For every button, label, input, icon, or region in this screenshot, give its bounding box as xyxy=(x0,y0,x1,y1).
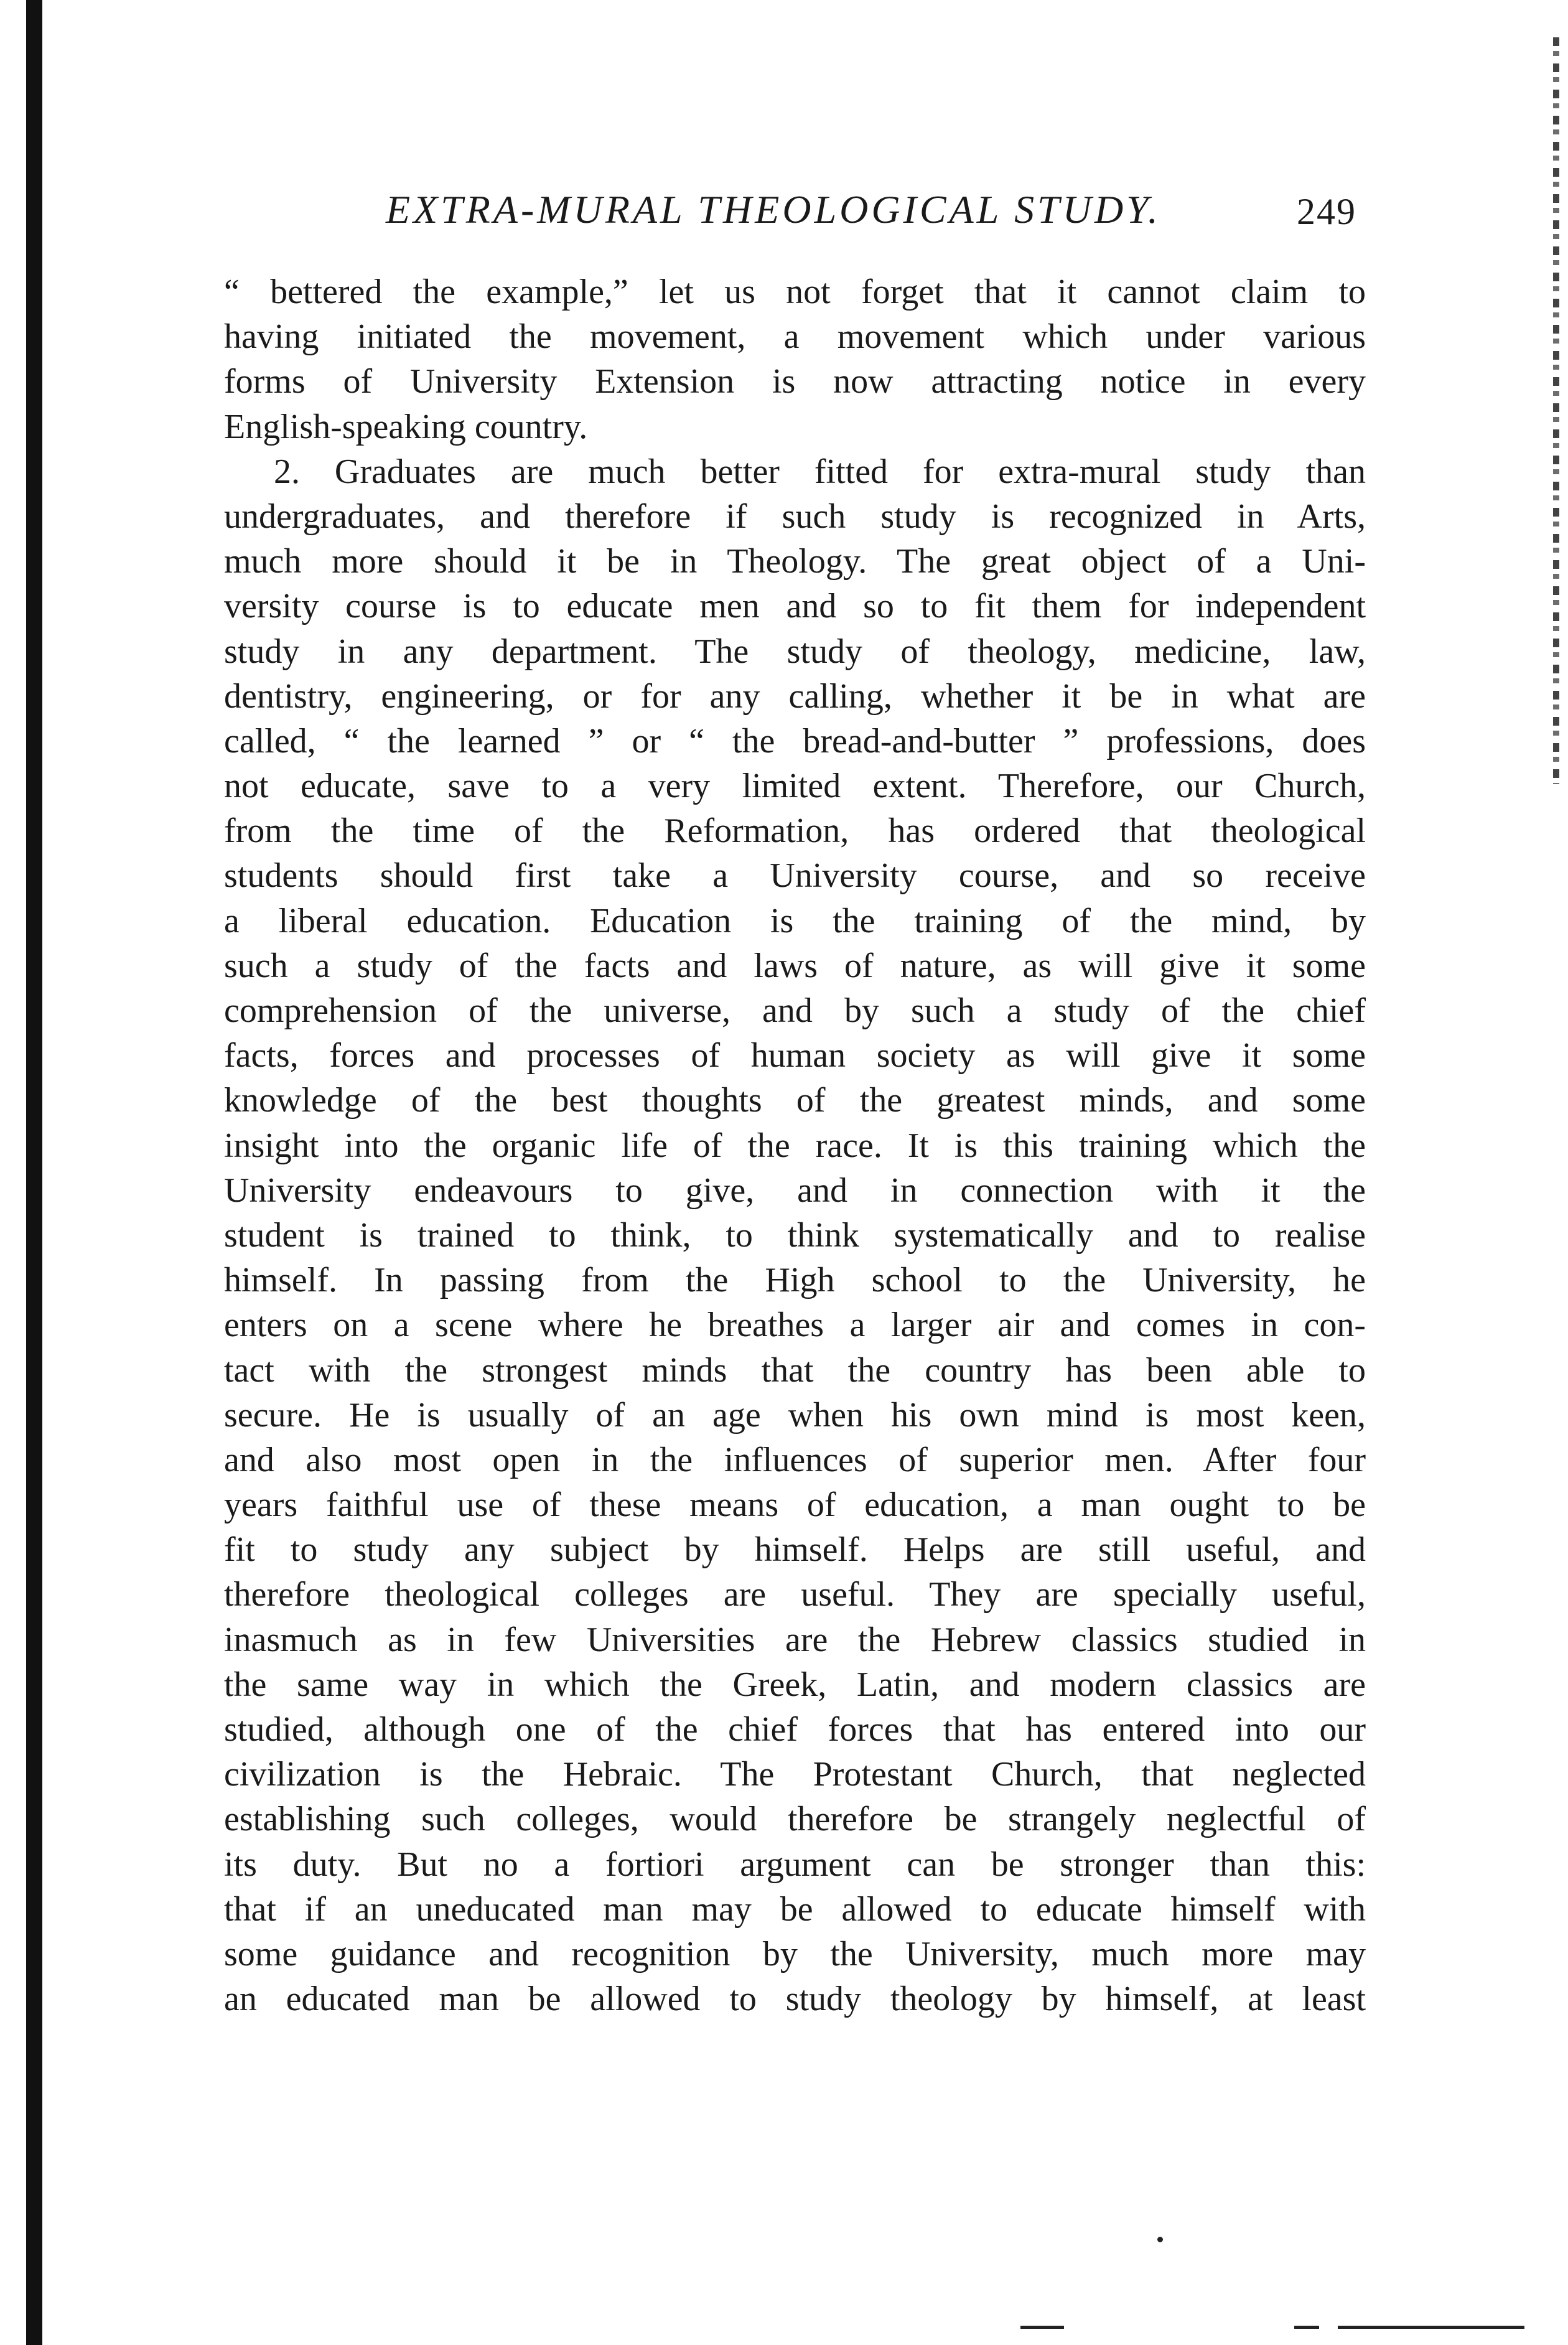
text-line: dentistry, engineering, or for any calling, whether it be in what are xyxy=(224,676,1366,716)
text-line: forms of University Extension is now attracting notice in every xyxy=(224,362,1366,401)
text-line: comprehension of the universe, and by such a study of the chief xyxy=(224,991,1366,1030)
text-line: the same way in which the Greek, Latin, and modern classics are xyxy=(224,1665,1366,1704)
page-binding-edge xyxy=(26,0,42,2345)
text-line: much more should it be in Theology. The great object of a Uni- xyxy=(224,542,1366,581)
text-line: English-speaking country. xyxy=(224,407,588,446)
page-right-edge-shadow xyxy=(1553,37,1559,784)
text-line: inasmuch as in few Universities are the Hebrew classics studied in xyxy=(224,1620,1366,1659)
page-number: 249 xyxy=(1297,191,1356,232)
body-text xyxy=(224,269,1366,2021)
text-line: insight into the organic life of the race. It is this training which the xyxy=(224,1126,1366,1165)
text-line: secure. He is usually of an age when his own mind is most keen, xyxy=(224,1395,1366,1435)
text-line: establishing such colleges, would therefore be strangely neglectful of xyxy=(224,1800,1366,1839)
text-line: study in any department. The study of theology, medicine, law, xyxy=(224,632,1366,671)
text-line: such a study of the facts and laws of nature, as will give it some xyxy=(224,946,1366,985)
text-line: an educated man be allowed to study theology by himself, at least xyxy=(224,1980,1366,2019)
text-line: some guidance and recognition by the University, much more may xyxy=(224,1934,1366,1973)
bottom-edge-mark xyxy=(1338,2326,1524,2329)
text-line: enters on a scene where he breathes a larger air and comes in con- xyxy=(224,1306,1366,1345)
running-title: EXTRA-MURAL THEOLOGICAL STUDY. xyxy=(386,187,1161,232)
text-line: himself. In passing from the High school to the University, he xyxy=(224,1261,1366,1300)
bottom-edge-mark xyxy=(1294,2326,1319,2329)
text-line: “ bettered the example,” let us not forget that it cannot claim to xyxy=(224,273,1366,311)
text-line: called, “ the learned ” or “ the bread-and-butter ” professions, does xyxy=(224,721,1366,761)
text-line: versity course is to educate men and so to fit them for independent xyxy=(224,587,1366,626)
text-line: civilization is the Hebraic. The Protestant Church, that neglected xyxy=(224,1755,1366,1794)
text-line: and also most open in the influences of superior men. After four xyxy=(224,1440,1366,1479)
text-line: its duty. But no a fortiori argument can be stronger than this: xyxy=(224,1845,1366,1884)
text-line: undergraduates, and therefore if such study is recognized in Arts, xyxy=(224,497,1366,536)
text-line: having initiated the movement, a movement which under various xyxy=(224,317,1366,357)
text-line: student is trained to think, to think systematically and to realise xyxy=(224,1215,1366,1255)
text-line: a liberal education. Education is the training of the mind, by xyxy=(224,901,1366,940)
text-line: facts, forces and processes of human society as will give it some xyxy=(224,1036,1366,1075)
text-line: studied, although one of the chief forces that has entered into our xyxy=(224,1710,1366,1749)
text-line: tact with the strongest minds that the country has been able to xyxy=(224,1350,1366,1390)
page-header xyxy=(386,187,1356,236)
text-line: not educate, save to a very limited extent. Therefore, our Church, xyxy=(224,767,1366,806)
text-line: therefore theological colleges are useful. They are specially useful, xyxy=(224,1575,1366,1614)
stray-ink-dot xyxy=(1157,2237,1163,2242)
text-line: years faithful use of these means of education, a man ought to be xyxy=(224,1486,1366,1525)
text-line: from the time of the Reformation, has ordered that theological xyxy=(224,812,1366,851)
text-line: 2. Graduates are much better fitted for extra-mural study than xyxy=(274,452,1366,491)
text-line: knowledge of the best thoughts of the greatest minds, and some xyxy=(224,1081,1366,1120)
text-line: students should first take a University course, and so receive xyxy=(224,856,1366,896)
text-line: University endeavours to give, and in connection with it the xyxy=(224,1171,1366,1210)
text-line: that if an uneducated man may be allowed to educate himself with xyxy=(224,1889,1366,1929)
text-line: fit to study any subject by himself. Helps are still useful, and xyxy=(224,1530,1366,1570)
bottom-edge-mark xyxy=(1020,2326,1064,2329)
